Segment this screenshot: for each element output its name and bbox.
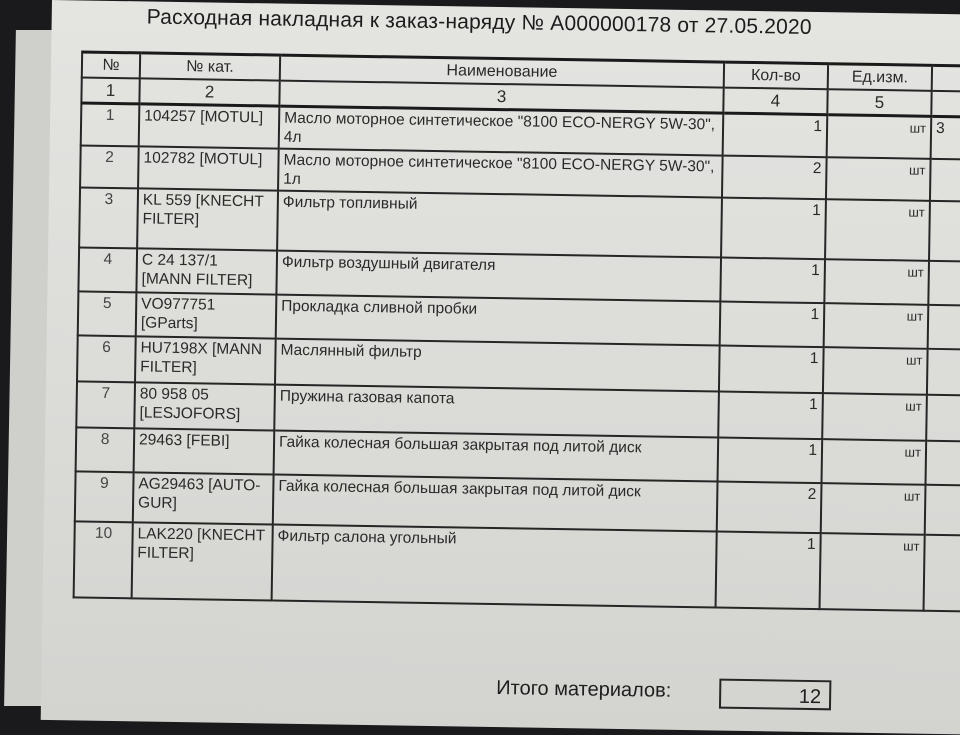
extra-cell bbox=[925, 441, 960, 486]
row-number: 2 bbox=[80, 145, 139, 188]
catalog-number: HU7198X [MANN FILTER] bbox=[135, 336, 276, 384]
col-num: 3 bbox=[279, 81, 723, 113]
unit: шт bbox=[820, 533, 925, 611]
quantity: 1 bbox=[716, 532, 821, 610]
quantity: 1 bbox=[718, 438, 823, 484]
unit: шт bbox=[822, 439, 927, 485]
row-number: 6 bbox=[77, 335, 136, 382]
invoice-sheet bbox=[41, 0, 960, 735]
quantity: 1 bbox=[721, 198, 826, 260]
catalog-number: 29463 [FEBI] bbox=[134, 428, 275, 474]
item-name: Прокладка сливной пробки bbox=[276, 295, 721, 346]
extra-cell bbox=[926, 395, 960, 442]
unit: шт bbox=[824, 303, 929, 349]
item-name: Масло моторное синтетическое "8100 ECO-NERGY 5W-30", 1л bbox=[278, 149, 723, 198]
header-extra bbox=[932, 65, 960, 91]
catalog-number: AG29463 [AUTO-GUR] bbox=[133, 472, 274, 524]
row-number: 7 bbox=[76, 381, 135, 428]
item-name: Фильтр топливный bbox=[277, 191, 722, 258]
header-unit: Ед.изм. bbox=[828, 64, 932, 91]
catalog-number: VO977751 [GParts] bbox=[136, 292, 277, 338]
item-name: Маслянный фильтр bbox=[275, 339, 720, 392]
catalog-number: C 24 137/1 [MANN FILTER] bbox=[136, 248, 277, 294]
item-name: Фильтр воздушный двигателя bbox=[276, 251, 721, 302]
catalog-number: LAK220 [KNECHT FILTER] bbox=[132, 522, 273, 600]
catalog-number: 80 958 05 [LESJOFORS] bbox=[134, 382, 275, 430]
extra-cell bbox=[928, 305, 960, 350]
catalog-number: KL 559 [KNECHT FILTER] bbox=[137, 188, 278, 250]
row-number: 1 bbox=[81, 103, 140, 146]
total-label: Итого материалов: bbox=[496, 677, 672, 702]
quantity: 1 bbox=[718, 392, 823, 440]
unit: шт bbox=[827, 115, 932, 159]
row-number: 4 bbox=[78, 247, 137, 292]
unit: шт bbox=[822, 393, 927, 441]
unit: шт bbox=[821, 483, 926, 535]
document-title: Расходная накладная к заказ-наряду № А000000178 от 27.05.2020 bbox=[146, 5, 812, 39]
unit: шт bbox=[826, 157, 931, 201]
item-name: Масло моторное синтетическое "8100 ECO-NERGY 5W-30", 4л bbox=[279, 106, 724, 155]
quantity: 1 bbox=[719, 346, 824, 394]
quantity: 1 bbox=[723, 113, 828, 157]
row-number: 9 bbox=[75, 471, 134, 522]
row-number: 8 bbox=[76, 427, 135, 472]
row-number: 5 bbox=[78, 291, 137, 336]
items-table bbox=[73, 50, 960, 612]
extra-cell bbox=[928, 261, 960, 306]
extra-cell bbox=[924, 535, 960, 612]
extra-cell: 3 bbox=[931, 116, 960, 159]
row-number: 10 bbox=[74, 521, 133, 598]
item-name: Фильтр салона угольный bbox=[272, 525, 717, 608]
extra-cell bbox=[929, 201, 960, 262]
quantity: 2 bbox=[722, 156, 827, 200]
col-num: 4 bbox=[723, 88, 827, 115]
item-name: Гайка колесная большая закрытая под литой диск bbox=[273, 475, 718, 532]
col-num: 2 bbox=[139, 78, 279, 106]
header-name: Наименование bbox=[280, 55, 724, 87]
item-name: Пружина газовая капота bbox=[274, 385, 719, 438]
unit: шт bbox=[823, 347, 928, 395]
catalog-number: 102782 [MOTUL] bbox=[138, 146, 279, 190]
unit: шт bbox=[824, 259, 929, 305]
quantity: 1 bbox=[720, 258, 825, 304]
table-row bbox=[74, 521, 960, 611]
extra-cell bbox=[925, 485, 960, 536]
row-number: 3 bbox=[79, 187, 138, 248]
item-name: Гайка колесная большая закрытая под литой диск bbox=[274, 431, 719, 482]
extra-cell bbox=[927, 349, 960, 396]
extra-cell bbox=[930, 159, 960, 202]
total-value: 12 bbox=[719, 679, 831, 711]
header-qty: Кол-во bbox=[724, 62, 828, 89]
header-catalog: № кат. bbox=[140, 53, 280, 81]
header-no: № bbox=[82, 52, 140, 78]
col-num bbox=[931, 91, 960, 117]
col-num: 5 bbox=[827, 89, 931, 116]
col-num: 1 bbox=[81, 77, 139, 103]
unit: шт bbox=[825, 199, 930, 261]
quantity: 1 bbox=[720, 302, 825, 348]
catalog-number: 104257 [MOTUL] bbox=[139, 104, 280, 149]
quantity: 2 bbox=[717, 482, 822, 534]
